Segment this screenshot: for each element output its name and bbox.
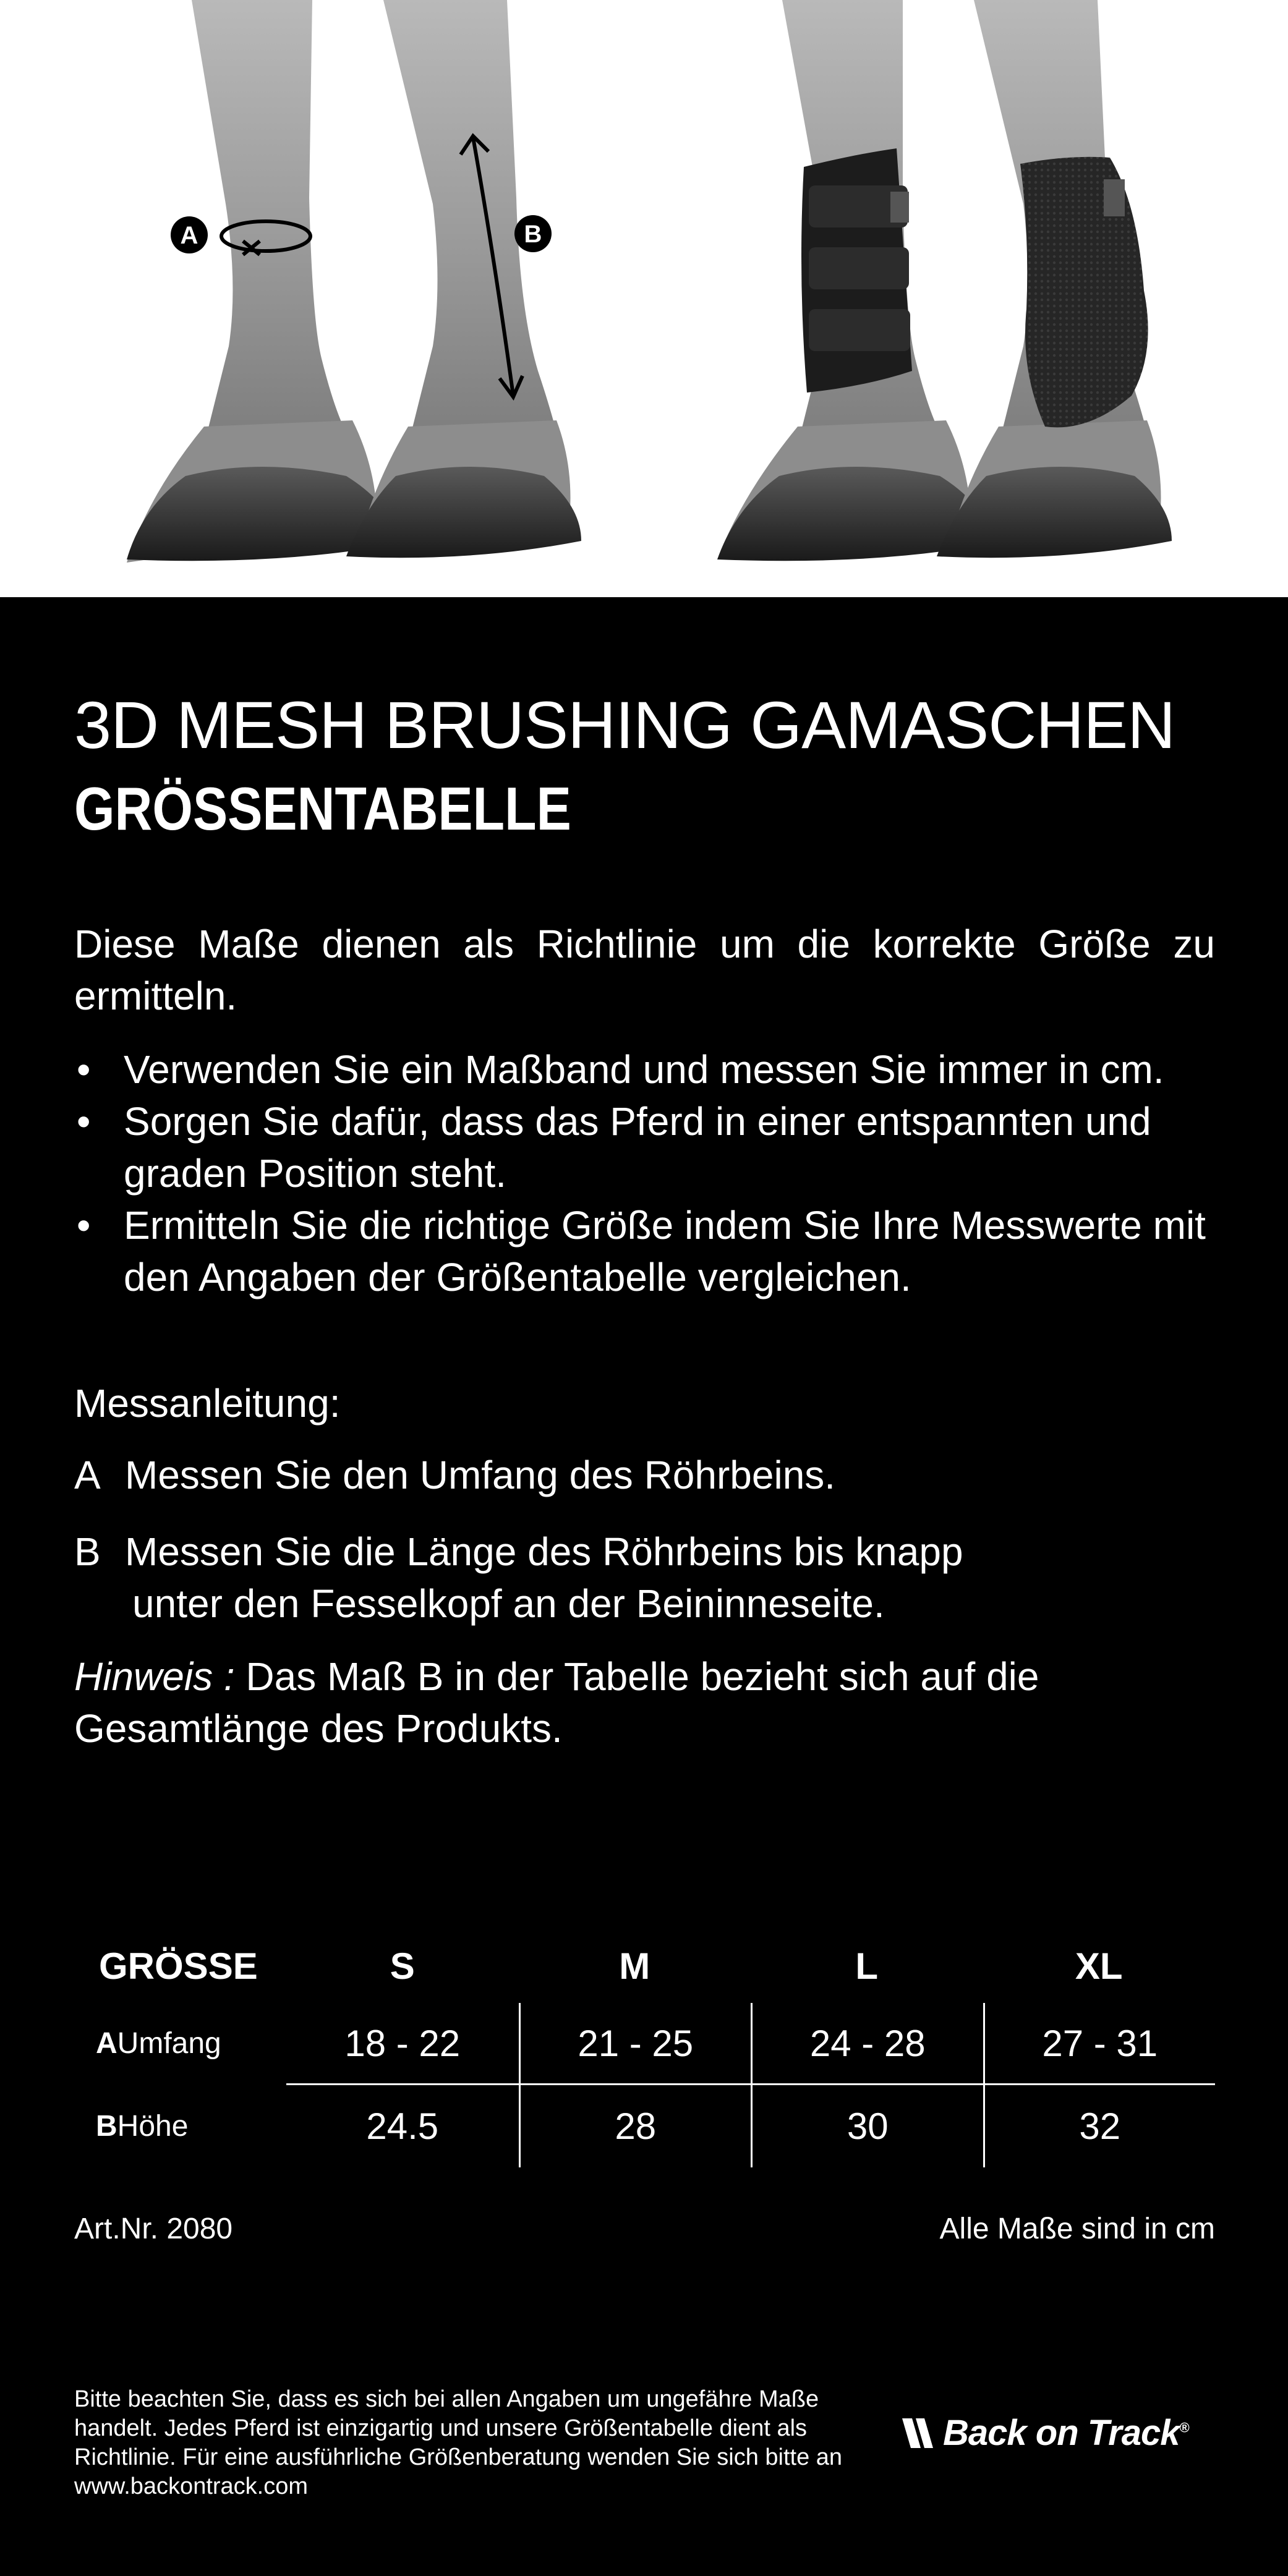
table-cell: 18 - 22 [344, 2022, 461, 2064]
step-letter: B [74, 1529, 101, 1574]
size-column-header: M [619, 1945, 650, 1987]
step-text-continued: unter den Fesselkopf an der Beininneseite. [132, 1581, 885, 1626]
bullet-icon: • [77, 1203, 91, 1248]
leg-2 [346, 0, 581, 558]
brand-logo [900, 2412, 1221, 2455]
product-title: 3D MESH BRUSHING GAMASCHEN [74, 687, 1175, 762]
size-header-label: GRÖSSE [99, 1945, 258, 1987]
size-table [74, 1929, 1215, 2167]
size-column-header: L [855, 1945, 879, 1987]
disclaimer: Bitte beachten Sie, dass es sich bei allen Angaben um ungefähre Maße handelt. Jedes Pferd ist einzigartig und unsere Größentabelle dient als Richtlinie. Für eine ausführliche Größenberatung wenden Sie sich bitte an www.backontrack.com [74, 2386, 843, 2499]
note-text: Das Maß B in der Tabelle bezieht sich auf die Gesamtlänge des Produkts. [74, 1654, 1039, 1751]
table-row-circumference [96, 2003, 1215, 2085]
table-cell: 30 [751, 2085, 983, 2167]
table-cell: 24 - 28 [751, 2003, 983, 2083]
table-cell: 27 - 31 [983, 2003, 1216, 2083]
table-cell: 21 - 25 [519, 2003, 751, 2083]
table-cell: 24.5 [366, 2106, 439, 2147]
instruction-list [74, 1044, 1224, 1303]
size-chart-title: GRÖSSENTABELLE [74, 775, 571, 843]
registered-mark: ® [1179, 2420, 1189, 2436]
brand-mark-icon [900, 2416, 938, 2451]
row-label: A Umfang [96, 2026, 221, 2060]
step-letter: A [74, 1453, 101, 1497]
measuring-guide-title: Messanleitung: [74, 1381, 341, 1426]
step-text: Messen Sie den Umfang des Röhrbeins. [125, 1453, 836, 1497]
note [74, 1651, 1224, 1754]
intro-text: Diese Maße dienen als Richtlinie um die korrekte Größe zu ermitteln. [74, 922, 1215, 1018]
article-number: Art.Nr. 2080 [74, 2213, 233, 2245]
step-text: Messen Sie die Länge des Röhrbeins bis knapp [125, 1529, 963, 1574]
size-column-header: XL [1075, 1945, 1123, 1987]
units-note: Alle Maße sind in cm [939, 2213, 1215, 2245]
table-header-row [74, 1929, 1215, 2003]
measuring-step-b [74, 1526, 1224, 1630]
label-b: B [524, 221, 542, 248]
table-row-height [96, 2085, 1215, 2167]
brand-name: Back on Track® [943, 2413, 1189, 2453]
instruction-item: • Sorgen Sie dafür, dass das Pferd in einer entspannten und graden Position steht. [74, 1095, 1224, 1199]
horse-legs-drawing [0, 0, 1288, 597]
bullet-icon: • [77, 1047, 91, 1092]
note-label: Hinweis : [74, 1654, 235, 1699]
instruction-item: • Ermitteln Sie die richtige Größe indem Sie Ihre Messwerte mit den Angaben der Größentabelle vergleichen. [74, 1199, 1224, 1303]
size-column-header: S [390, 1945, 415, 1987]
instruction-item: • Verwenden Sie ein Maßband und messen Sie immer in cm. [74, 1044, 1224, 1095]
leg-3 [717, 0, 989, 561]
measuring-step-a [74, 1449, 1224, 1501]
leg-1 [127, 0, 396, 563]
row-label: B Höhe [96, 2110, 189, 2143]
label-a: A [180, 222, 198, 249]
table-cell: 28 [519, 2085, 751, 2167]
mesh-boot [1020, 157, 1148, 428]
leg-illustration [0, 0, 1288, 597]
leg-4 [937, 0, 1172, 558]
table-cell: 32 [983, 2085, 1216, 2167]
bullet-icon: • [77, 1099, 91, 1144]
